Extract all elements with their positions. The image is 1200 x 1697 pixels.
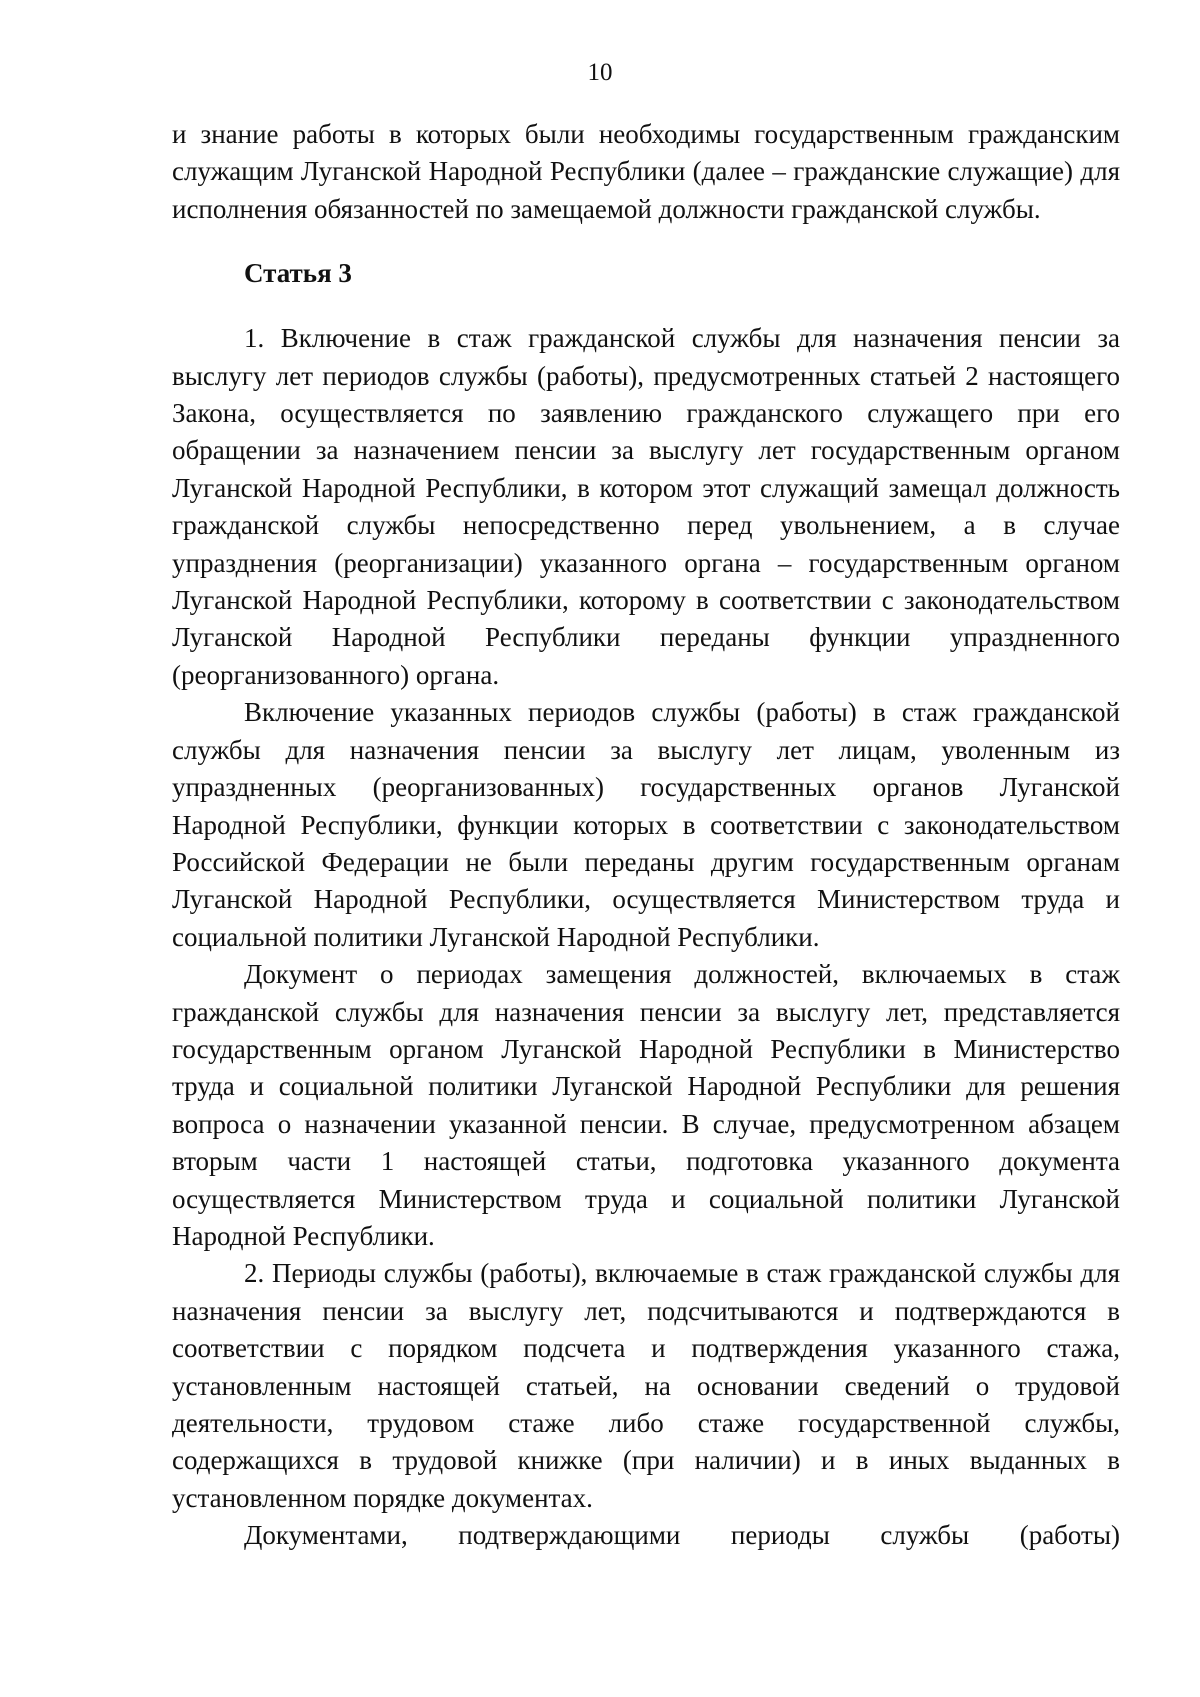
paragraph-article-3-part-1-second: Включение указанных периодов службы (работы) в стаж гражданской службы для назначения пенсии за выслугу лет лицам, уволенным из упраздненных (реорганизованных) государственных органов Луганской Народной Республики, функции которых в соответствии с законодательством Российской Федерации не были переданы другим государственным органам Луганской Народной Республики, осуществляется Министерством труда и социальной политики Луганской Народной Республики. xyxy=(172,697,1120,952)
paragraph-article-3-part-1: 1. Включение в стаж гражданской службы для назначения пенсии за выслугу лет периодов службы (работы), предусмотренных статьей 2 настоящего Закона, осуществляется по заявлению гражданского служащего при его обращении за назначением пенсии за выслугу лет государственным органом Луганской Народной Республики, в котором этот служащий замещал должность гражданской службы непосредственно перед увольнением, а в случае упразднения (реорганизации) указанного органа – государственным органом Луганской Народной Республики, которому в соответствии с законодательством Луганской Народной Республики переданы функции упраздненного (реорганизованного) органа. xyxy=(172,323,1120,690)
page-number: 10 xyxy=(587,59,613,86)
article-heading: Статья 3 xyxy=(244,258,352,289)
paragraph-continued: и знание работы в которых были необходимы государственным гражданским служащим Луганской Народной Республики (далее – гражданские служащие) для исполнения обязанностей по замещаемой должности гражданской службы. xyxy=(172,119,1120,224)
paragraph-continues-next-page: Документами, подтверждающими периоды службы (работы) xyxy=(244,1520,1120,1551)
document-body xyxy=(172,116,1120,1555)
paragraph-article-3-part-1-third: Документ о периодах замещения должностей, включаемых в стаж гражданской службы для назначения пенсии за выслугу лет, представляется государственным органом Луганской Народной Республики в Министерство труда и социальной политики Луганской Народной Республики для решения вопроса о назначении указанной пенсии. В случае, предусмотренном абзацем вторым части 1 настоящей статьи, подготовка указанного документа осуществляется Министерством труда и социальной политики Луганской Народной Республики. xyxy=(172,959,1120,1251)
paragraph-article-3-part-2: 2. Периоды службы (работы), включаемые в стаж гражданской службы для назначения пенсии за выслугу лет, подсчитываются и подтверждаются в соответствии с порядком подсчета и подтверждения указанного стажа, установленным настоящей статьей, на основании сведений о трудовой деятельности, трудовом стаже либо стаже государственной службы, содержащихся в трудовой книжке (при наличии) и в иных выданных в установленном порядке документах. xyxy=(172,1258,1120,1513)
